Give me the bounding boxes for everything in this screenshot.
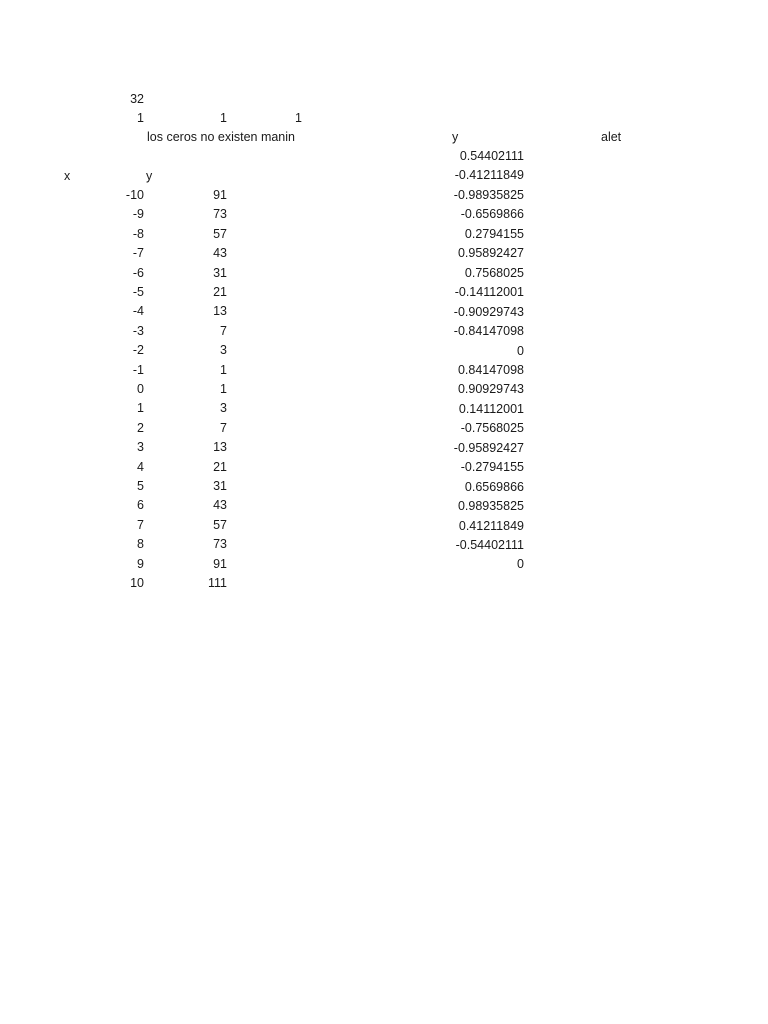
cell-y-value[interactable]: 91 [213, 188, 227, 202]
cell-y-label-left[interactable]: y [146, 169, 153, 183]
cell-y-value[interactable]: 1 [220, 363, 227, 377]
cell-sin-value[interactable]: -0.14112001 [454, 285, 524, 299]
cell-sin-value[interactable]: 0.90929743 [457, 382, 524, 396]
cell-sin-value[interactable]: -0.41211849 [454, 168, 524, 182]
cell-y-value[interactable]: 57 [213, 227, 227, 241]
cell-x-value[interactable]: -9 [132, 207, 144, 221]
cell-x-value[interactable]: -8 [132, 227, 144, 241]
cell-sin-value[interactable]: 0 [517, 557, 524, 571]
cell-x-value[interactable]: 4 [137, 460, 144, 474]
cell-x-value[interactable]: -3 [132, 324, 144, 338]
cell-row2-c[interactable]: 1 [295, 111, 302, 125]
cell-y-value[interactable]: 13 [213, 304, 227, 318]
cell-x-value[interactable]: 2 [137, 421, 144, 435]
cell-x-value[interactable]: 3 [137, 440, 144, 454]
cell-alet-label[interactable]: alet [601, 130, 622, 144]
cell-sin-value[interactable]: -0.2794155 [460, 460, 524, 474]
cell-y-value[interactable]: 31 [213, 479, 227, 493]
cell-sin-value[interactable]: 0.98935825 [457, 499, 524, 513]
cell-y-value[interactable]: 21 [213, 460, 227, 474]
cell-note[interactable]: los ceros no existen manin [147, 130, 295, 144]
cell-y-value[interactable]: 91 [213, 557, 227, 571]
cell-y-value[interactable]: 111 [207, 576, 227, 590]
cell-sin-value[interactable]: 0.14112001 [458, 402, 524, 416]
cell-n-value[interactable]: 32 [130, 92, 144, 106]
cell-sin-value[interactable]: -0.90929743 [453, 305, 524, 319]
cell-y-value[interactable]: 13 [213, 440, 227, 454]
cell-x-value[interactable]: -6 [132, 266, 144, 280]
cell-sin-value[interactable]: -0.54402111 [455, 538, 524, 552]
cell-x-value[interactable]: -1 [132, 363, 144, 377]
cell-sin-value[interactable]: 0.6569866 [464, 480, 524, 494]
cell-sin-value[interactable]: 0.41211849 [458, 519, 524, 533]
cell-y-value[interactable]: 43 [213, 246, 227, 260]
cell-y-value[interactable]: 1 [220, 382, 227, 396]
cell-x-value[interactable]: 6 [137, 498, 144, 512]
cell-x-value[interactable]: 7 [137, 518, 144, 532]
cell-x-value[interactable]: 8 [137, 537, 144, 551]
cell-y-value[interactable]: 73 [213, 207, 227, 221]
cell-y-value[interactable]: 57 [213, 518, 227, 532]
cell-sin-value[interactable]: 0.84147098 [457, 363, 524, 377]
cell-x-value[interactable]: -2 [132, 343, 144, 357]
cell-x-value[interactable]: 9 [137, 557, 144, 571]
cell-x-value[interactable]: -7 [132, 246, 144, 260]
cell-x-value[interactable]: 0 [137, 382, 144, 396]
cell-sin-value[interactable]: -0.84147098 [453, 324, 524, 338]
cell-y-value[interactable]: 3 [220, 343, 227, 357]
cell-sin-value[interactable]: 0 [517, 344, 524, 358]
cell-sin-value[interactable]: -0.95892427 [453, 441, 524, 455]
cell-y-value[interactable]: 21 [213, 285, 227, 299]
cell-sin-value[interactable]: 0.95892427 [457, 246, 524, 260]
cell-y-value[interactable]: 7 [220, 421, 227, 435]
cell-y-value[interactable]: 3 [220, 401, 227, 415]
cell-sin-value[interactable]: 0.54402111 [459, 149, 524, 163]
cell-sin-value[interactable]: -0.7568025 [460, 421, 524, 435]
cell-x-value[interactable]: -4 [132, 304, 144, 318]
cell-x-value[interactable]: 10 [130, 576, 144, 590]
cell-sin-value[interactable]: -0.6569866 [460, 207, 524, 221]
cell-y-value[interactable]: 31 [213, 266, 227, 280]
cell-x-label[interactable]: x [64, 169, 71, 183]
cell-y-value[interactable]: 43 [213, 498, 227, 512]
cell-row2-b[interactable]: 1 [220, 111, 227, 125]
cell-sin-value[interactable]: -0.98935825 [453, 188, 524, 202]
cell-y-value[interactable]: 73 [213, 537, 227, 551]
cell-row2-a[interactable]: 1 [137, 111, 144, 125]
cell-y-label-right[interactable]: y [452, 130, 459, 144]
cell-x-value[interactable]: 1 [137, 401, 144, 415]
cell-sin-value[interactable]: 0.2794155 [464, 227, 524, 241]
cell-x-value[interactable]: -10 [125, 188, 144, 202]
cell-y-value[interactable]: 7 [220, 324, 227, 338]
cell-sin-value[interactable]: 0.7568025 [464, 266, 524, 280]
cell-x-value[interactable]: -5 [132, 285, 144, 299]
cell-x-value[interactable]: 5 [137, 479, 144, 493]
